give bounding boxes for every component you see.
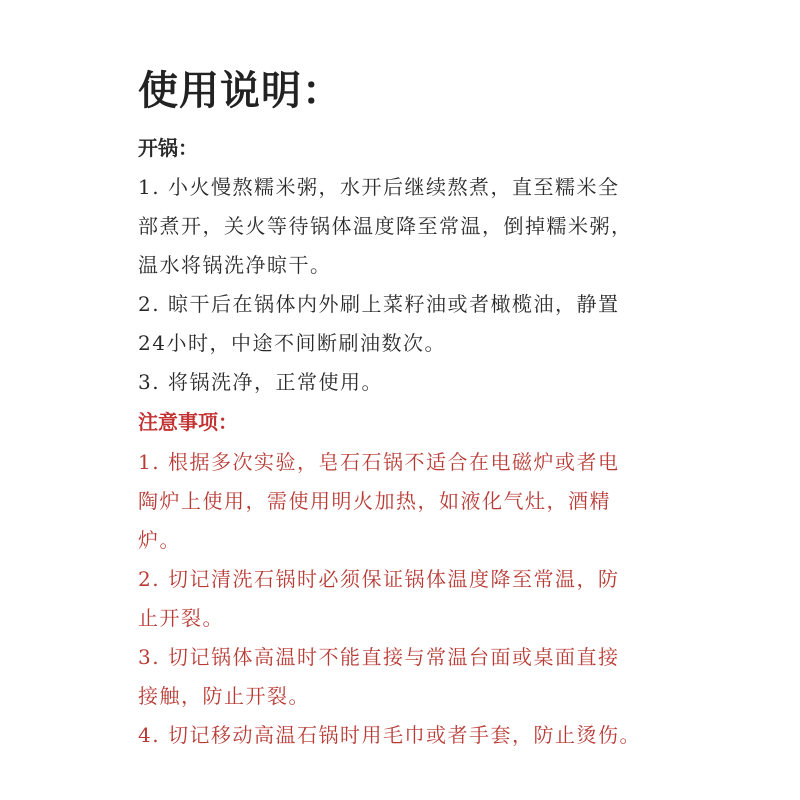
precaution-line-7: 接触，防止开裂。 [138,684,310,708]
seasoning-line-3: 温水将锅洗净晾干。 [138,253,332,277]
precaution-line-1: 1. 根据多次实验，皂石石锅不适合在电磁炉或者电 [138,450,620,474]
precaution-line-4: 2. 切记清洗石锅时必须保证锅体温度降至常温，防 [138,567,620,591]
page-title: 使用说明： [138,68,343,114]
precaution-line-8: 4. 切记移动高温石锅时用毛巾或者手套，防止烫伤。 [138,723,641,747]
precaution-line-3: 炉。 [138,528,181,552]
seasoning-line-6: 3. 将锅洗净，正常使用。 [138,370,383,394]
seasoning-line-4: 2. 晾干后在锅体内外刷上菜籽油或者橄榄油，静置 [138,292,620,316]
section-heading-seasoning: 开锅： [138,136,198,160]
seasoning-line-2: 部煮开，关火等待锅体温度降至常温，倒掉糯米粥， [138,214,633,238]
precaution-line-6: 3. 切记锅体高温时不能直接与常温台面或桌面直接 [138,645,620,669]
precaution-line-2: 陶炉上使用，需使用明火加热，如液化气灶，酒精 [138,489,611,513]
seasoning-line-1: 1. 小火慢熬糯米粥，水开后继续熬煮，直至糯米全 [138,175,620,199]
section-heading-precautions: 注意事项： [138,410,238,434]
precaution-line-5: 止开裂。 [138,606,224,630]
seasoning-line-5: 24小时，中途不间断刷油数次。 [138,331,446,355]
